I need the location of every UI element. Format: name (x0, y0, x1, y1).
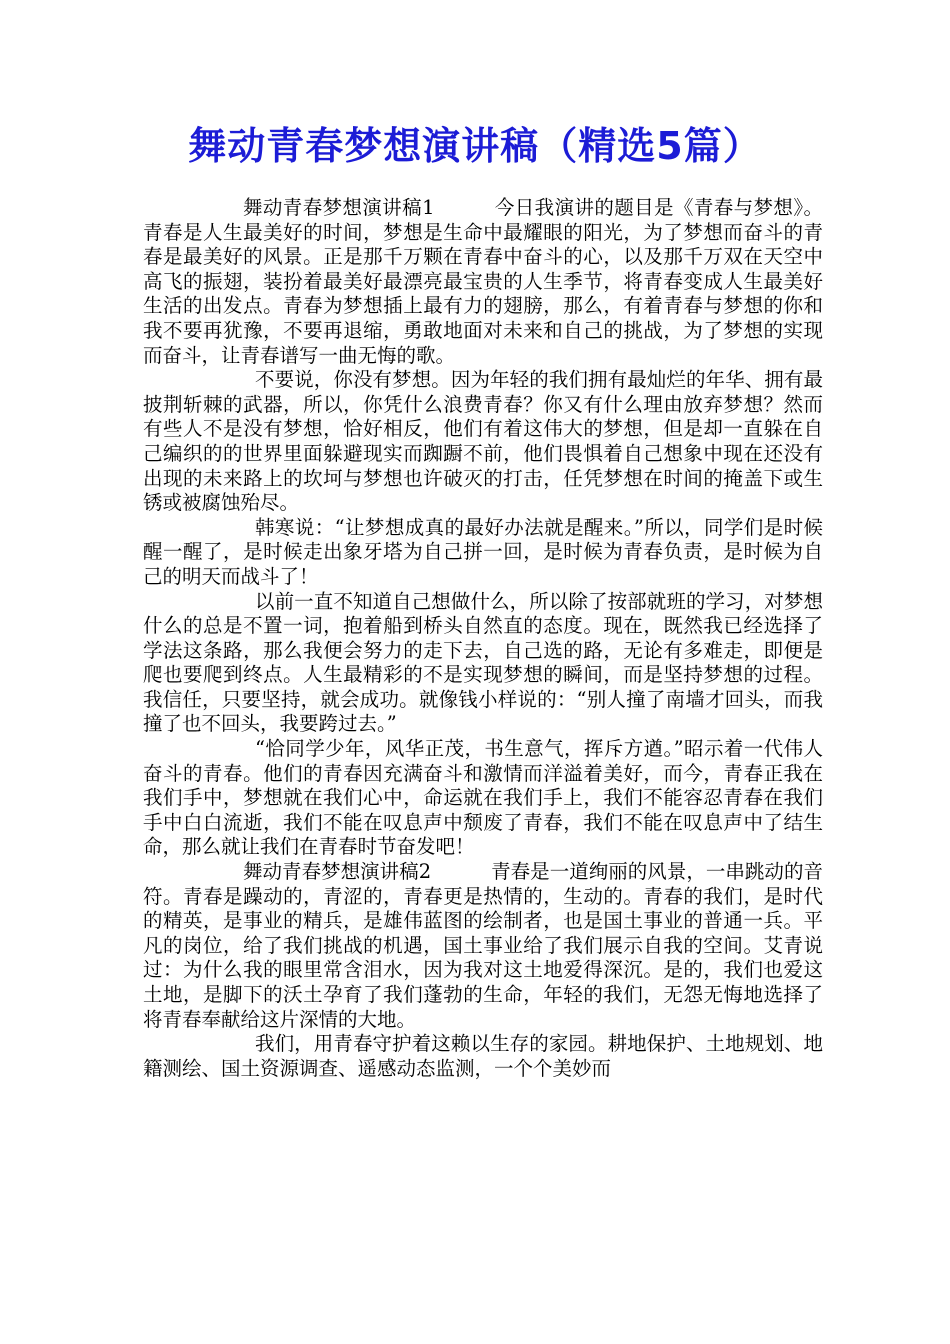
paragraph-7: 我们，用青春守护着这赖以生存的家园。耕地保护、土地规划、地籍测绘、国土资源调查、遥感动态监测，一个个美妙而 (143, 1032, 823, 1080)
section-heading-1: 舞动青春梦想演讲稿1 (243, 196, 435, 219)
paragraph-4: 以前一直不知道自己想做什么，所以除了按部就班的学习，对梦想什么的总是不置一词，抱着船到桥头自然直的态度。现在，既然我已经选择了学法这条路，那么我便会努力的走下去，自己选的路，无论有多难走，即便是爬也要爬到终点。人生最精彩的不是实现梦想的瞬间，而是坚持梦想的过程。我信任，只要坚持，就会成功。就像钱小样说的：“别人撞了南墙才回头，而我撞了也不回头，我要跨过去。” (143, 589, 823, 736)
document-title: 舞动青春梦想演讲稿（精选5篇） (188, 124, 762, 168)
paragraph-6 (143, 860, 823, 1032)
paragraph-3: 韩寒说：“让梦想成真的最好办法就是醒来。”所以，同学们是时候醒一醒了，是时候走出象牙塔为自己拼一回，是时候为青春负责，是时候为自己的明天而战斗了！ (143, 515, 823, 588)
paragraph-text: 青春是一道绚丽的风景，一串跳动的音符。青春是躁动的，青涩的，青春更是热情的，生动的。青春的我们，是时代的精英，是事业的精兵，是雄伟蓝图的绘制者，也是国土事业的普通一兵。平凡的岗位，给了我们挑战的机遇，国土事业给了我们展示自我的空间。艾青说过：为什么我的眼里常含泪水，因为我对这土地爱得深沉。是的，我们也爱这土地，是脚下的沃土孕育了我们蓬勃的生命，年轻的我们，无怨无悔地选择了将青春奉献给这片深情的大地。 (143, 860, 823, 1031)
paragraph-1 (143, 196, 823, 368)
paragraph-2: 不要说，你没有梦想。因为年轻的我们拥有最灿烂的年华、拥有最披荆斩棘的武器，所以，你凭什么浪费青春？你又有什么理由放弃梦想？然而有些人不是没有梦想，恰好相反，他们有着这伟大的梦想，但是却一直躲在自己编织的的世界里面躲避现实而踟蹰不前，他们畏惧着自己想象中现在还没有出现的未来路上的坎坷与梦想也许破灭的打击，任凭梦想在时间的掩盖下或生锈或被腐蚀殆尽。 (143, 368, 823, 515)
section-heading-2: 舞动青春梦想演讲稿2 (243, 860, 432, 884)
document-body (143, 196, 823, 1081)
paragraph-text: 今日我演讲的题目是《青春与梦想》。青春是人生最美好的时间，梦想是生命中最耀眼的阳光，为了梦想而奋斗的青春是最美好的风景。正是那千万颗在青春中奋斗的心，以及那千万双在天空中高飞的振翅，装扮着最美好最漂亮最宝贵的人生季节，将青春变成人生最美好生活的出发点。青春为梦想插上最有力的翅膀，那么，有着青春与梦想的你和我不要再犹豫，不要再退缩，勇敢地面对未来和自己的挑战，为了梦想的实现而奋斗，让青春谱写一曲无悔的歌。 (143, 196, 823, 367)
paragraph-5: “恰同学少年，风华正茂，书生意气，挥斥方遒。”昭示着一代伟人奋斗的青春。他们的青春因充满奋斗和激情而洋溢着美好，而今，青春正我在我们手中，梦想就在我们心中，命运就在我们手上，我们不能容忍青春在我们手中白白流逝，我们不能在叹息声中颓废了青春，我们不能在叹息声中了结生命，那么就让我们在青春时节奋发吧！ (143, 737, 823, 859)
